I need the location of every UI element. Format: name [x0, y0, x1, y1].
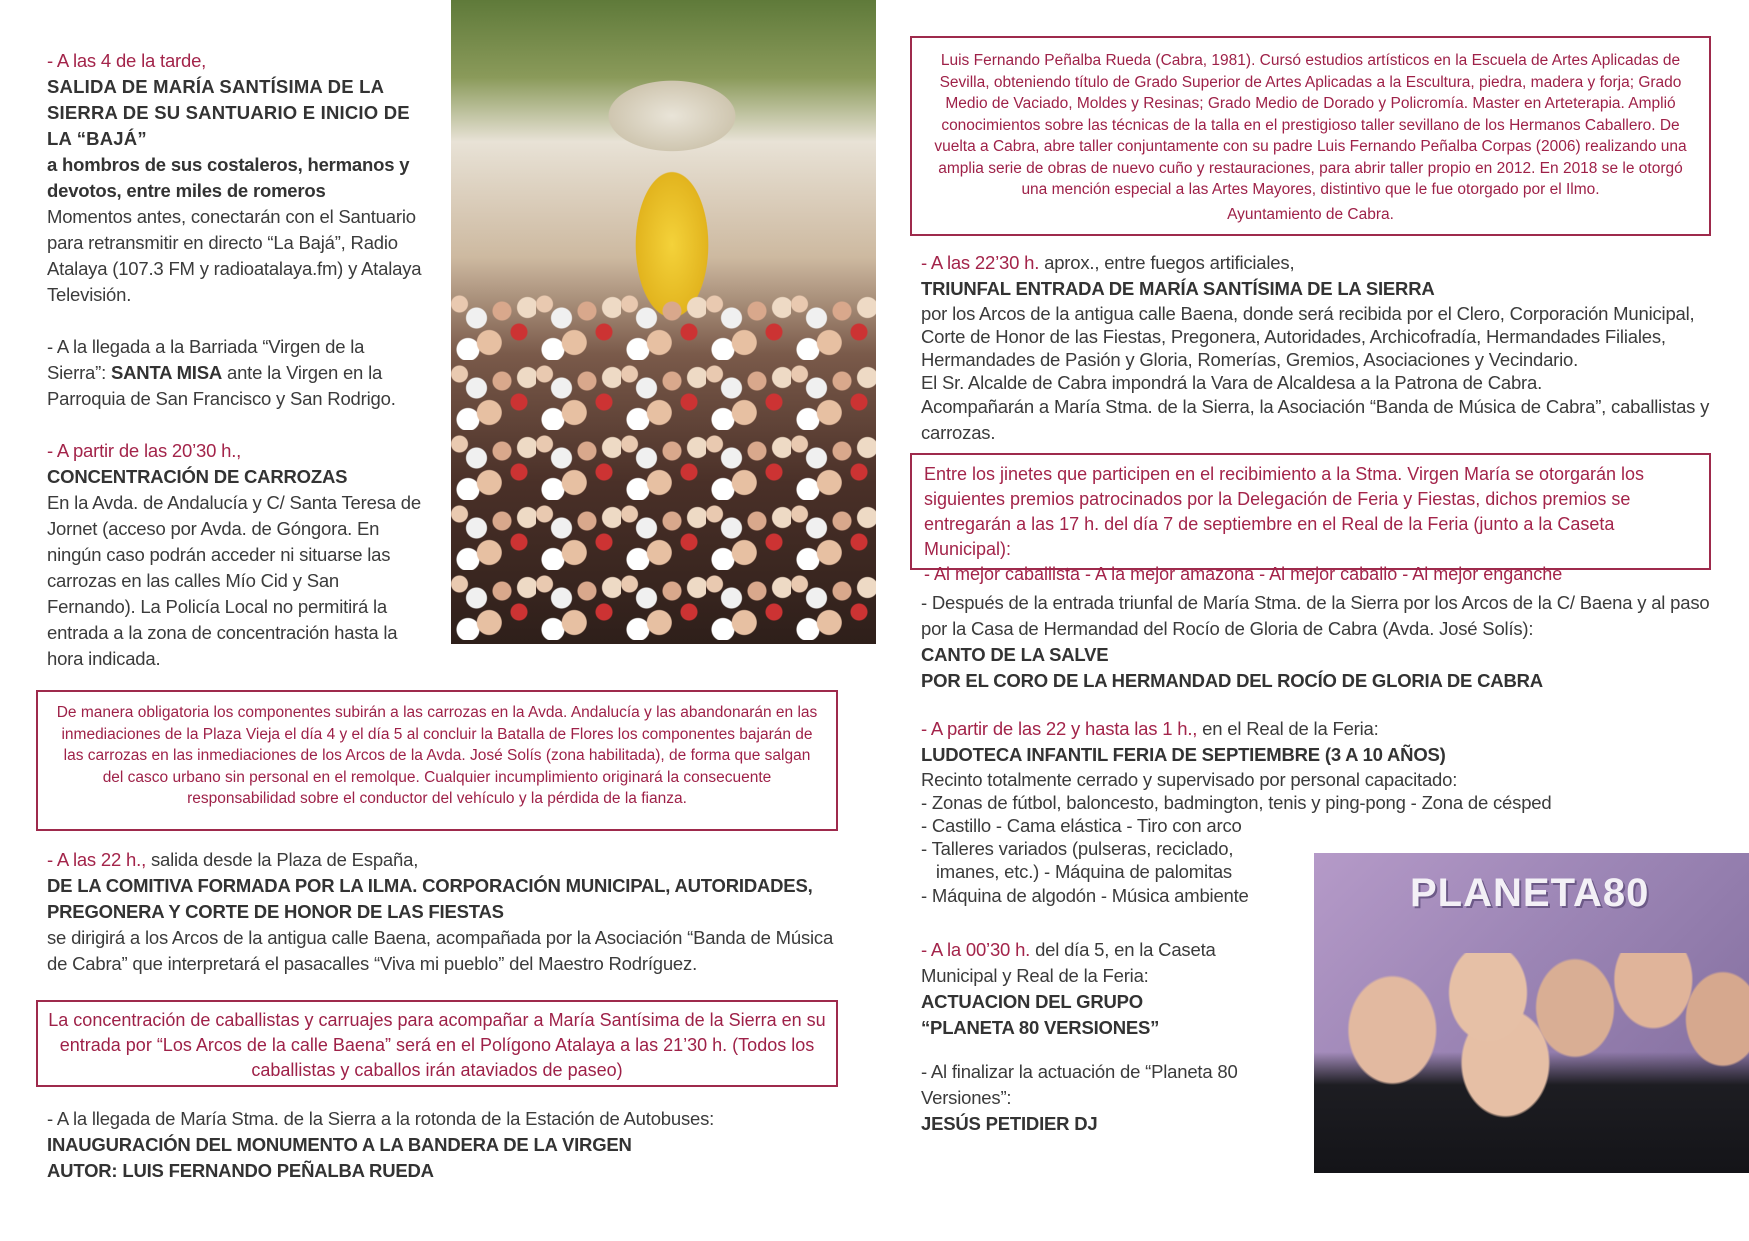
- item: - Zonas de fútbol, baloncesto, badmington, tenis y ping-pong - Zona de césped: [921, 792, 1552, 813]
- post: ante la Virgen en la Parroquia de San Francisco y San Rodrigo.: [47, 362, 396, 409]
- title: LUDOTECA INFANTIL FERIA DE SEPTIEMBRE (3 A 10 AÑOS): [921, 744, 1446, 765]
- planeta80-band-photo: [1314, 853, 1749, 1173]
- item: imanes, etc.) - Máquina de palomitas: [921, 861, 1232, 882]
- time: - A la 00’30 h.: [921, 939, 1031, 960]
- body: Momentos antes, conectarán con el Santuario para retransmitir en directo “La Bajá”, Radio Atalaya (107.3 FM y radioatalaya.fm) y Atalaya Televisión.: [47, 206, 422, 305]
- premios-box: [910, 453, 1711, 584]
- premios-list: - Al mejor caballista - A la mejor amazona - Al mejor caballo - Al mejor enganche: [924, 564, 1563, 584]
- body: En la Avda. de Andalucía y C/ Santa Teresa de Jornet (acceso por Avda. de Góngora. En ningún caso podrán acceder ni situarse las carrozas en las calles Mío Cid y San Fernando). La Policía Local no permitirá la entrada a la zona de concentración hasta la hora indicada.: [47, 492, 421, 669]
- body: Recinto totalmente cerrado y supervisado por personal capacitado:: [921, 769, 1458, 790]
- right-section-salve: [921, 590, 1711, 694]
- time-post: aprox., entre fuegos artificiales,: [1039, 252, 1295, 273]
- time-post: del día 5, en la Caseta Municipal y Real de la Feria:: [921, 939, 1216, 986]
- time: - A las 4 de la tarde,: [47, 50, 207, 71]
- planeta80-logo: PLANETA80: [1410, 871, 1650, 915]
- body2: El Sr. Alcalde de Cabra impondrá la Vara de Alcaldesa a la Patrona de Cabra.: [921, 372, 1543, 393]
- subtitle: a hombros de sus costaleros, hermanos y devotos, entre miles de romeros: [47, 154, 410, 201]
- body: - A la llegada de María Stma. de la Sierra a la rotonda de la Estación de Autobuses:: [47, 1108, 715, 1129]
- title1: ACTUACION DEL GRUPO: [921, 991, 1143, 1012]
- time: - A partir de las 20’30 h.,: [47, 440, 242, 461]
- item: - Castillo - Cama elástica - Tiro con arco: [921, 815, 1242, 836]
- item: - Máquina de algodón - Música ambiente: [921, 885, 1249, 906]
- carrozas-notice-box: De manera obligatoria los componentes subirán a las carrozas en la Avda. Andalucía y las abandonarán en las inmediaciones de la Plaza Vieja el día 4 y el día 5 al concluir la Batalla de Flores los componentes bajarán de las carrozas en las inmediaciones de los Arcos de la Avda. José Solís (zona habilitada), de forma que salgan del casco urbano sin personal en el remolque. Cualquier incumplimiento originará la consecuente responsabilidad sobre el conductor del vehículo y la pérdida de la fianza.: [36, 690, 838, 831]
- body: - Al finalizar la actuación de “Planeta 80 Versiones”:: [921, 1061, 1238, 1108]
- time-post: en el Real de la Feria:: [1197, 718, 1379, 739]
- bio: Luis Fernando Peñalba Rueda (Cabra, 1981). Cursó estudios artísticos en la Escuela de Artes Aplicadas de Sevilla, obteniendo título de Grado Superior de Artes Aplicadas a la Escultura, piedra, madera y forja; Grado Medio de Vaciado, Moldes y Resinas; Grado Medio de Dorado y Policromía. Master en Arteterapia. Amplió conocimientos sobre las técnicas de la talla en el prestigioso taller sevillano de los Hermanos Caballero. De vuelta a Cabra, abre taller conjuntamente con su padre Luis Fernando Peñalba Corpas (2006) realizando una amplia serie de obras de nuevo cuño y restauraciones, para abrir taller propio en 2012. En 2018 se le otorgó una mención especial a las Artes Mayores, distintivo que le fue otorgado por el Ilmo.: [934, 52, 1687, 198]
- time: - A partir de las 22 y hasta las 1 h.,: [921, 718, 1198, 739]
- time: - A las 22’30 h.: [921, 252, 1040, 273]
- title1: INAUGURACIÓN DEL MONUMENTO A LA BANDERA DE LA VIRGEN: [47, 1134, 632, 1155]
- body1: por los Arcos de la antigua calle Baena, donde será recibida por el Clero, Corporación Municipal, Corte de Honor de las Fiestas, Pregonera, Autoridades, Archicofradía, Hermandades Filiales, Hermandades de Pasión y Gloria, Romerías, Gremios, Asociaciones y Vecindario.: [921, 303, 1695, 370]
- title: TRIUNFAL ENTRADA DE MARÍA SANTÍSIMA DE LA SIERRA: [921, 278, 1435, 299]
- time: - A las 22 h.,: [47, 849, 147, 870]
- body: - Después de la entrada triunfal de María Stma. de la Sierra por los Arcos de la C/ Baena y al paso por la Casa de Hermandad del Rocío de Gloria de Cabra (Avda. José Solís):: [921, 592, 1710, 639]
- title2: POR EL CORO DE LA HERMANDAD DEL ROCÍO DE GLORIA DE CABRA: [921, 670, 1543, 691]
- title: SALIDA DE MARÍA SANTÍSIMA DE LA SIERRA DE SU SANTUARIO E INICIO DE LA “BAJÁ”: [47, 76, 410, 149]
- caballistas-notice-box: La concentración de caballistas y carruajes para acompañar a María Santísima de la Sierra en su entrada por “Los Arcos de la calle Baena” será en el Polígono Atalaya a las 21’30 h. (Todos los caballistas y caballos irán ataviados de paseo): [36, 1000, 838, 1087]
- pre: - A la llegada a la Barriada “Virgen de la Sierra”:: [47, 336, 365, 383]
- right-section-planeta: [921, 937, 1291, 1137]
- author-bio-box: [910, 36, 1711, 236]
- left-section-comitiva: [47, 847, 837, 977]
- left-section-monumento: [47, 1106, 837, 1184]
- title: CONCENTRACIÓN DE CARROZAS: [47, 466, 348, 487]
- title2: “PLANETA 80 VERSIONES”: [921, 1017, 1160, 1038]
- time-post: salida desde la Plaza de España,: [146, 849, 419, 870]
- body3: Acompañarán a María Stma. de la Sierra, la Asociación “Banda de Música de Cabra”, caballistas y carrozas.: [921, 396, 1710, 443]
- right-section-entrada: [921, 250, 1711, 446]
- title: DE LA COMITIVA FORMADA POR LA ILMA. CORPORACIÓN MUNICIPAL, AUTORIDADES, PREGONERA Y CORTE DE HONOR DE LAS FIESTAS: [47, 875, 813, 922]
- item: - Talleres variados (pulseras, reciclado,: [921, 838, 1234, 859]
- body: se dirigirá a los Arcos de la antigua calle Baena, acompañada por la Asociación “Banda de Música de Cabra” que interpretará el pasacalles “Viva mi pueblo” del Maestro Rodríguez.: [47, 927, 834, 974]
- title2: AUTOR: LUIS FERNANDO PEÑALBA RUEDA: [47, 1160, 434, 1181]
- procession-photo: [451, 0, 876, 644]
- premios-text: Entre los jinetes que participen en el recibimiento a la Stma. Virgen María se otorgarán los siguientes premios patrocinados por la Delegación de Feria y Fiestas, dichos premios se entregarán a las 17 h. del día 7 de septiembre en el Real de la Feria (junto a la Caseta Municipal):: [924, 464, 1645, 559]
- santa-misa: [47, 334, 427, 412]
- title1: CANTO DE LA SALVE: [921, 644, 1109, 665]
- bio-end: Ayuntamiento de Cabra.: [1227, 205, 1394, 223]
- left-section-salida: [47, 48, 427, 672]
- bold: SANTA MISA: [111, 362, 223, 383]
- title: JESÚS PETIDIER DJ: [921, 1113, 1098, 1134]
